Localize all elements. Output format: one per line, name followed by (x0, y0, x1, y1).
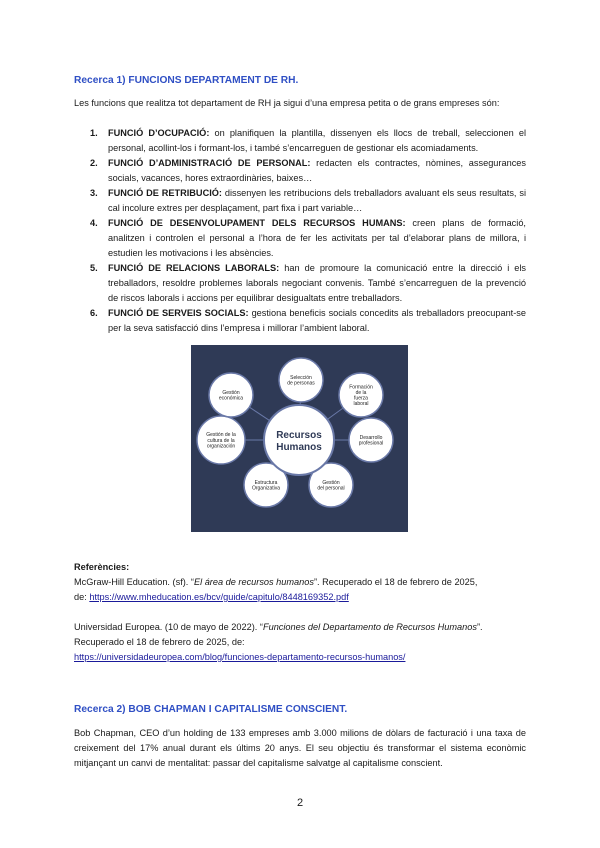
diagram-center (264, 405, 334, 475)
diagram-node-label: Estructura (254, 480, 278, 486)
diagram-node-label: Selección (290, 375, 312, 381)
diagram-node-label: fuerza (354, 395, 368, 402)
function-text: redacten els contractes, nòmines, assegurances socials, vacances, hores extraordinàries, baixes… (108, 158, 526, 183)
reference-2: Universidad Europea. (10 de mayo de 2022). “Funciones del Departamento de Recursos Humanos”. Recuperado el 18 de febrero de 2025, de: https://universidadeuropea.com/blog/funciones-departamento-recursos-humanos/ (74, 622, 483, 662)
diagram-node-label: Desarrollo (359, 435, 383, 441)
diagram-node (339, 373, 383, 417)
function-text: han de promoure la comunicació entre la direcció i els treballadors, resoldre problemes laborals negociant convenis. També s’encarreguen de la prevenció de riscos laborals i accions per equilibrar desigualtats entre treballadors. (108, 263, 526, 303)
diagram-node-label: Gestión de la (206, 432, 236, 439)
diagram-node (209, 373, 253, 417)
reference-spacer (74, 605, 526, 620)
function-text: dissenyen les retribucions dels treballadors avaluant els seus resultats, si cal incolure extres per desplaçament, part fixa i part variable… (108, 188, 526, 213)
functions-list (74, 126, 526, 336)
function-item-3: 3. FUNCIÓ DE RETRIBUCIÓ: dissenyen les retribucions dels treballadors avaluant els seus resultats, si cal incolure extres per desplaçament, part fixa i part variable… (90, 188, 526, 213)
diagram-node-label: Formación (349, 384, 373, 391)
references (74, 560, 526, 665)
function-term: FUNCIÓ D’OCUPACIÓ: (108, 128, 210, 138)
function-item-6: 6. FUNCIÓ DE SERVEIS SOCIALS: gestiona beneficis socials concedits als treballadors preocupant-se per la seva satisfacció dins l’empresa i millorar l’ambient laboral. (90, 308, 526, 333)
diagram-node-label: económica (218, 395, 244, 402)
function-term: FUNCIÓ DE DESENVOLUPAMENT DELS RECURSOS HUMANS: (108, 218, 406, 228)
reference-1: McGraw-Hill Education. (sf). “El área de recursos humanos”. Recuperado el 18 de febrero de 2025, de: https://www.mheducation.es/bcv/guide/capitulo/8448169352.pdf (74, 577, 478, 602)
page-number: 2 (296, 797, 304, 809)
diagram-node-label: del personal (317, 485, 345, 492)
diagram-node-label: profesional (358, 440, 384, 447)
section1-intro: Les funcions que realitza tot departament de RH ja sigui d’una empresa petita o de grans empreses són: (74, 98, 500, 108)
diagram-node (197, 416, 245, 464)
diagram-node-label: Gestión (322, 480, 340, 486)
diagram-node (279, 358, 323, 402)
function-text: on planifiquen la plantilla, dissenyen els llocs de treball, seleccionen el personal, acollint-los i formant-los, i també s’encarreguen de gestionar els acomiadaments. (108, 128, 526, 153)
diagram-center-label: Recursos (276, 430, 322, 441)
diagram-node-label: laboral (353, 401, 369, 408)
reference-1-link[interactable]: https://www.mheducation.es/bcv/guide/capitulo/8448169352.pdf (89, 592, 349, 602)
function-item-2: 2. FUNCIÓ D’ADMINISTRACIÓ DE PERSONAL: redacten els contractes, nòmines, assegurances socials, vacances, hores extraordinàries, baixes… (90, 158, 526, 183)
function-term: FUNCIÓ DE SERVEIS SOCIALS: (108, 308, 249, 318)
diagram-node-label: Organizativa (251, 485, 281, 492)
function-text: gestiona beneficis socials concedits als treballadors preocupant-se per la seva satisfacció dins l’empresa i millorar l’ambient laboral. (108, 308, 526, 333)
function-item-1: 1. FUNCIÓ D’OCUPACIÓ: on planifiquen la plantilla, dissenyen els llocs de treball, seleccionen el personal, acollint-los i formant-los, i també s’encarreguen de gestionar els acomiadaments. (90, 128, 526, 153)
section1-heading: Recerca 1) FUNCIONS DEPARTAMENT DE RH. (74, 75, 299, 86)
diagram-node-label: de personas (287, 380, 315, 387)
function-term: FUNCIÓ DE RETRIBUCIÓ: (108, 188, 222, 198)
diagram-node-label: de la (355, 390, 367, 396)
function-text: creen plans de formació, analitzen i controlen el personal a l’hora de fer les activitats per tal d’elaborar plans de millora, i estudien les motivacions i les absències. (108, 218, 526, 258)
diagram-node (349, 418, 393, 462)
hr-functions-diagram (191, 345, 408, 532)
function-term: FUNCIÓ D’ADMINISTRACIÓ DE PERSONAL: (108, 158, 311, 168)
diagram-center-label: Humanos (276, 442, 322, 453)
section2-heading: Recerca 2) BOB CHAPMAN I CAPITALISME CONSCIENT. (74, 704, 348, 715)
diagram-node-label: Gestión (222, 390, 240, 396)
function-item-4: 4. FUNCIÓ DE DESENVOLUPAMENT DELS RECURSOS HUMANS: creen plans de formació, analitzen i controlen el personal a l’hora de fer les activitats per tal d’elaborar plans de millora, i estudien les motivacions i les absències. (90, 218, 526, 258)
diagram-node-label: organización (206, 443, 236, 450)
function-term: FUNCIÓ DE RELACIONS LABORALS: (108, 263, 280, 273)
reference-2-link[interactable]: https://universidadeuropea.com/blog/funciones-departamento-recursos-humanos/ (74, 652, 406, 662)
references-title: Referències: (74, 562, 130, 572)
diagram-node-label: cultura de la (207, 437, 235, 444)
function-item-5: 5. FUNCIÓ DE RELACIONS LABORALS: han de promoure la comunicació entre la direcció i els treballadors, resoldre problemes laborals negociant convenis. També s’encarreguen de la prevenció de riscos laborals i accions per equilibrar desigualtats entre treballadors. (90, 263, 526, 303)
section2-text: Bob Chapman, CEO d’un holding de 133 empreses amb 3.000 milions de dòlars de facturació i una taxa de creixement del 17% anual durant els últims 20 anys. El seu objectiu és transformar el sistema econòmic mitjançant un canvi de mentalitat: passar del capitalisme salvatge al capitalisme conscient. (74, 728, 526, 768)
